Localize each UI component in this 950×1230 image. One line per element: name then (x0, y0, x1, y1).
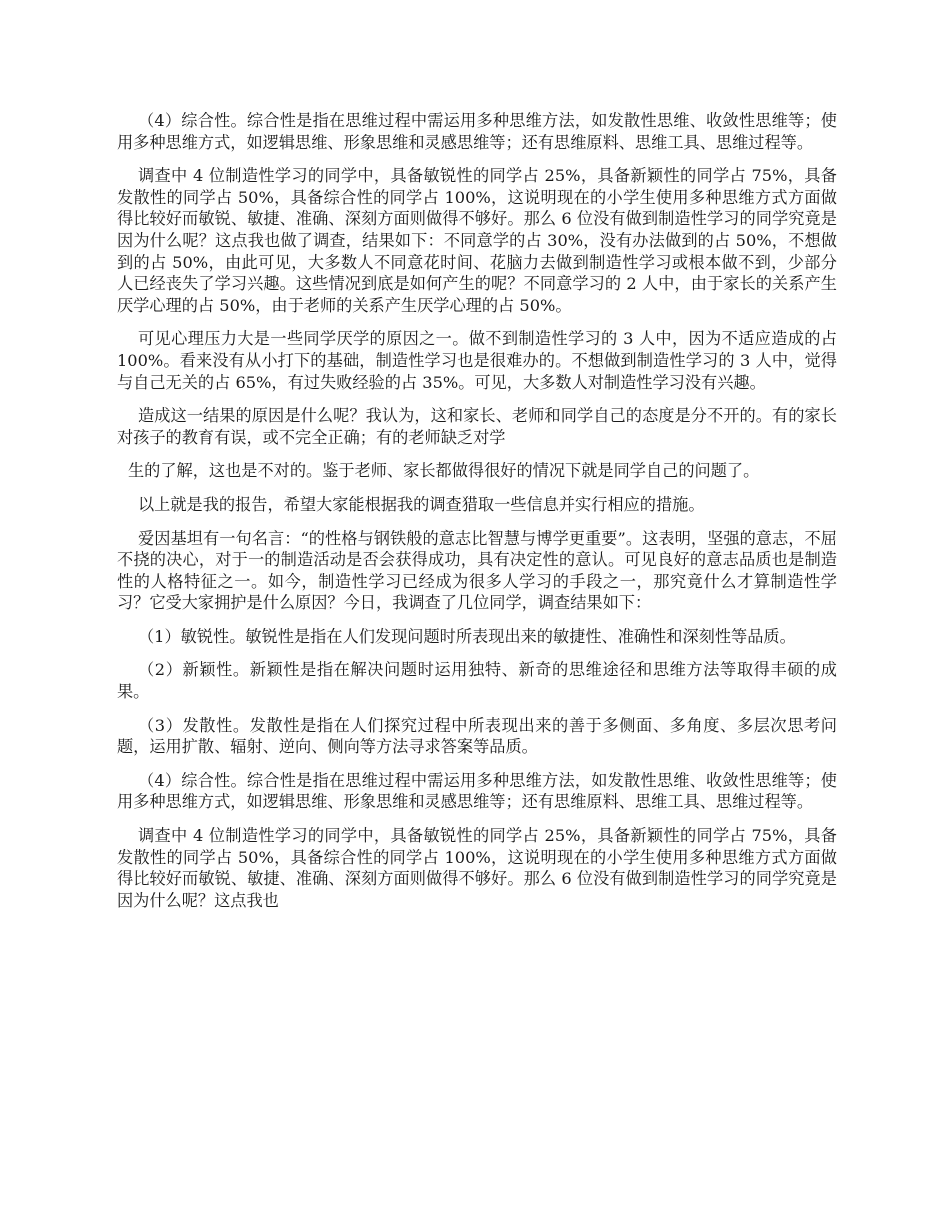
paragraph-divergence: （3）发散性。发散性是指在人们探究过程中所表现出来的善于多侧面、多角度、多层次思考问题，运用扩散、辐射、逆向、侧向等方法寻求答案等品质。 (117, 715, 837, 757)
paragraph-report-conclusion: 以上就是我的报告，希望大家能根据我的调查猎取一些信息并实行相应的措施。 (138, 494, 705, 514)
paragraph-synthesis-repeat: （4）综合性。综合性是指在思维过程中需运用多种思维方法，如发散性思维、收敛性思维等；使用多种思维方式，如逻辑思维、形象思维和灵感思维等；还有思维原料、思维工具、思维过程等。 (117, 770, 837, 812)
paragraph-sensitivity: （1）敏锐性。敏锐性是指在人们发现问题时所表现出来的敏捷性、准确性和深刻性等品质。 (138, 626, 796, 646)
paragraph-synthesis: （4）综合性。综合性是指在思维过程中需运用多种思维方法，如发散性思维、收敛性思维等；使用多种思维方式，如逻辑思维、形象思维和灵感思维等；还有思维原料、思维工具、思维过程等。 (117, 111, 837, 152)
paragraph-einstein-quote: 爱因基坦有一句名言：“的性格与钢铁般的意志比智慧与博学更重要”。这表明，坚强的意志，不屈不挠的决心，对于一的制造活动是否会获得成功，具有决定性的意认。可见良好的意志品质也是制造性的人格特征之一。如今，制造性学习已经成为很多人学习的手段之一，那究竟什么才算制造性学习？它受大家拥护是什么原因？今日，我调查了几位同学，调查结果如下： (117, 528, 837, 613)
paragraph-survey-results-repeat: 调查中 4 位制造性学习的同学中，具备敏锐性的同学占 25%，具备新颖性的同学占 75%，具备发散性的同学占 50%，具备综合性的同学占 100%，这说明现在的小学生使用多种思维方式方面做得比较好而敏锐、敏捷、准确、深刻方面则做得不够好。那么 6 位没有做到制造性学习的同学究竟是因为什么呢？这点我也 (117, 826, 837, 910)
paragraph-survey-results: 调查中 4 位制造性学习的同学中，具备敏锐性的同学占 25%，具备新颖性的同学占 75%，具备发散性的同学占 50%，具备综合性的同学占 100%，这说明现在的小学生使用多种思维方式方面做得比较好而敏锐、敏捷、准确、深刻方面则做得不够好。那么 6 位没有做到制造性学习的同学究竟是因为什么呢？这点我也做了调查，结果如下：不同意学的占 30%，没有办法做到的占 50%，不想做到的占 50%，由此可见，大多数人不同意花时间、花脑力去做到制造性学习或根本做不到，少部分人已经丧失了学习兴趣。这些情况到底是如何产生的呢？不同意学习的 2 人中，由于家长的关系产生厌学心理的占 50%，由于老师的关系产生厌学心理的占 50%。 (117, 166, 837, 315)
document-page (117, 110, 837, 923)
paragraph-causes: 造成这一结果的原因是什么呢？我认为，这和家长、老师和同学自己的态度是分不开的。有的家长对孩子的教育有误，或不完全正确；有的老师缺乏对学 (117, 406, 837, 447)
paragraph-psychological-pressure: 可见心理压力大是一些同学厌学的原因之一。做不到制造性学习的 3 人中，因为不适应造成的占 100%。看来没有从小打下的基础，制造性学习也是很难办的。不想做到制造性学习的 3 人中，觉得与自己无关的占 65%，有过失败经验的占 35%。可见，大多数人对制造性学习没有兴趣。 (117, 329, 837, 392)
paragraph-causes-continued: 生的了解，这也是不对的。鉴于老师、家长都做得很好的情况下就是同学自己的问题了。 (128, 461, 760, 481)
paragraph-novelty: （2）新颖性。新颖性是指在解决问题时运用独特、新奇的思维途径和思维方法等取得丰硕的成果。 (117, 660, 837, 702)
